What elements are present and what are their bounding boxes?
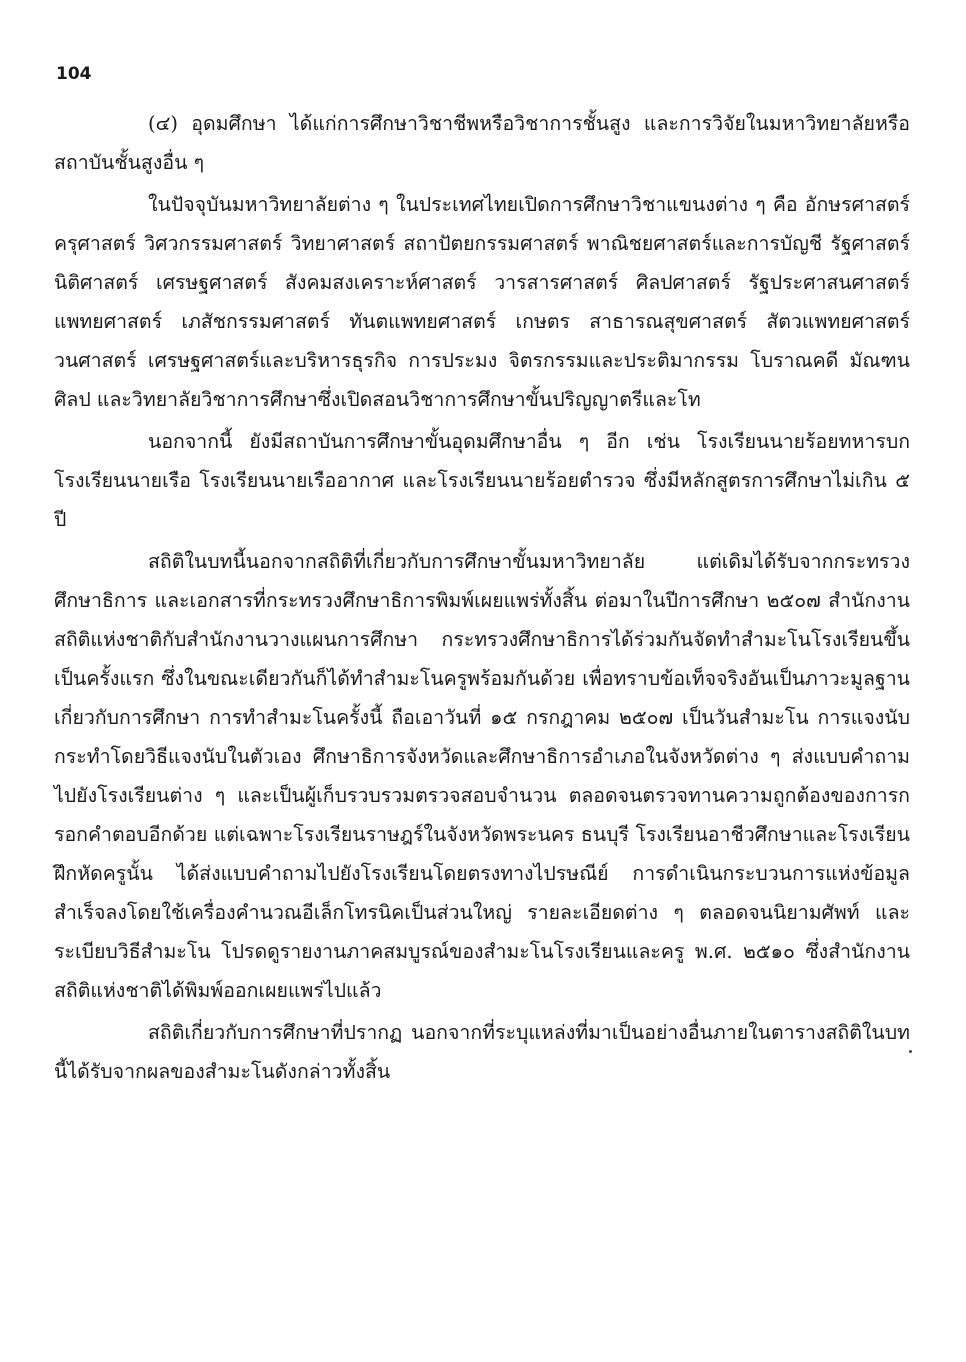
paragraph-higher-education: (๔) อุดมศึกษา ได้แก่การศึกษาวิชาชีพหรือวิชาการชั้นสูง และการวิจัยในมหาวิทยาลัยหรือสถาบันชั้นสูงอื่น ๆ (54, 112, 910, 174)
page-number: 104 (56, 64, 92, 84)
paragraph-other-institutions: นอกจากนี้ ยังมีสถาบันการศึกษาขั้นอุดมศึกษาอื่น ๆ อีก เช่น โรงเรียนนายร้อยทหารบก โรงเรียนนายเรือ โรงเรียนนายเรืออากาศ และโรงเรียนนายร้อยตำรวจ ซึ่งมีหลักสูตรการศึกษาไม่เกิน ๕ ปี (54, 430, 910, 531)
paragraph-university-fields: ในปัจจุบันมหาวิทยาลัยต่าง ๆ ในประเทศไทยเปิดการศึกษาวิชาแขนงต่าง ๆ คือ อักษรศาสตร์ ครุศาสตร์ วิศวกรรมศาสตร์ วิทยาศาสตร์ สถาปัตยกรรมศาสตร์ พาณิชยศาสตร์และการบัญชี รัฐศาสตร์ นิติศาสตร์ เศรษฐศาสตร์ สังคมสงเคราะห์ศาสตร์ วารสารศาสตร์ ศิลปศาสตร์ รัฐประศาสนศาสตร์ แพทยศาสตร์ เภสัชกรรมศาสตร์ ทันตแพทยศาสตร์ เกษตร สาธารณสุขศาสตร์ สัตวแพทยศาสตร์ วนศาสตร์ เศรษฐศาสตร์และบริหารธุรกิจ การประมง จิตรกรรมและประติมากรรม โบราณคดี มัณฑนศิลป และวิทยาลัยวิชาการศึกษาซึ่งเปิดสอนวิชาการศึกษาขั้นปริญญาตรีและโท (54, 193, 910, 411)
document-body (54, 104, 910, 1094)
paragraph-statistics-source: สถิติในบทนี้นอกจากสถิติที่เกี่ยวกับการศึกษาขั้นมหาวิทยาลัย แต่เดิมได้รับจากกระทรวงศึกษาธิการ และเอกสารที่กระทรวงศึกษาธิการพิมพ์เผยแพร่ทั้งสิ้น ต่อมาในปีการศึกษา ๒๕๐๗ สำนักงานสถิติแห่งชาติกับสำนักงานวางแผนการศึกษา กระทรวงศึกษาธิการได้ร่วมกันจัดทำสำมะโนโรงเรียนขึ้นเป็นครั้งแรก ซึ่งในขณะเดียวกันก็ได้ทำสำมะโนครูพร้อมกันด้วย เพื่อทราบข้อเท็จจริงอันเป็นภาวะมูลฐานเกี่ยวกับการศึกษา การทำสำมะโนครั้งนี้ ถือเอาวันที่ ๑๕ กรกฎาคม ๒๕๐๗ เป็นวันสำมะโน การแจงนับกระทำโดยวิธีแจงนับในตัวเอง ศึกษาธิการจังหวัดและศึกษาธิการอำเภอในจังหวัดต่าง ๆ ส่งแบบคำถามไปยังโรงเรียนต่าง ๆ และเป็นผู้เก็บรวบรวมตรวจสอบจำนวน ตลอดจนตรวจทานความถูกต้องของการกรอกคำตอบอีกด้วย แต่เฉพาะโรงเรียนราษฎร์ในจังหวัดพระนคร ธนบุรี โรงเรียนอาชีวศึกษาและโรงเรียนฝึกหัดครูนั้น ได้ส่งแบบคำถามไปยังโรงเรียนโดยตรงทางไปรษณีย์ การดำเนินกระบวนการแห่งข้อมูลสำเร็จลงโดยใช้เครื่องคำนวณอีเล็กโทรนิคเป็นส่วนใหญ่ รายละเอียดต่าง ๆ ตลอดจนนิยามศัพท์ และระเบียบวิธีสำมะโน โปรดดูรายงานภาคสมบูรณ์ของสำมะโนโรงเรียนและครู พ.ศ. ๒๕๑๐ ซึ่งสำนักงานสถิติแห่งชาติได้พิมพ์ออกเผยแพร่ไปแล้ว (54, 550, 910, 1002)
paragraph-census-results: สถิติเกี่ยวกับการศึกษาที่ปรากฏ นอกจากที่ระบุแหล่งที่มาเป็นอย่างอื่นภายในตารางสถิติในบทนี้ได้รับจากผลของสำมะโนดังกล่าวทั้งสิ้น (54, 1021, 910, 1083)
scan-speck (909, 1050, 912, 1053)
